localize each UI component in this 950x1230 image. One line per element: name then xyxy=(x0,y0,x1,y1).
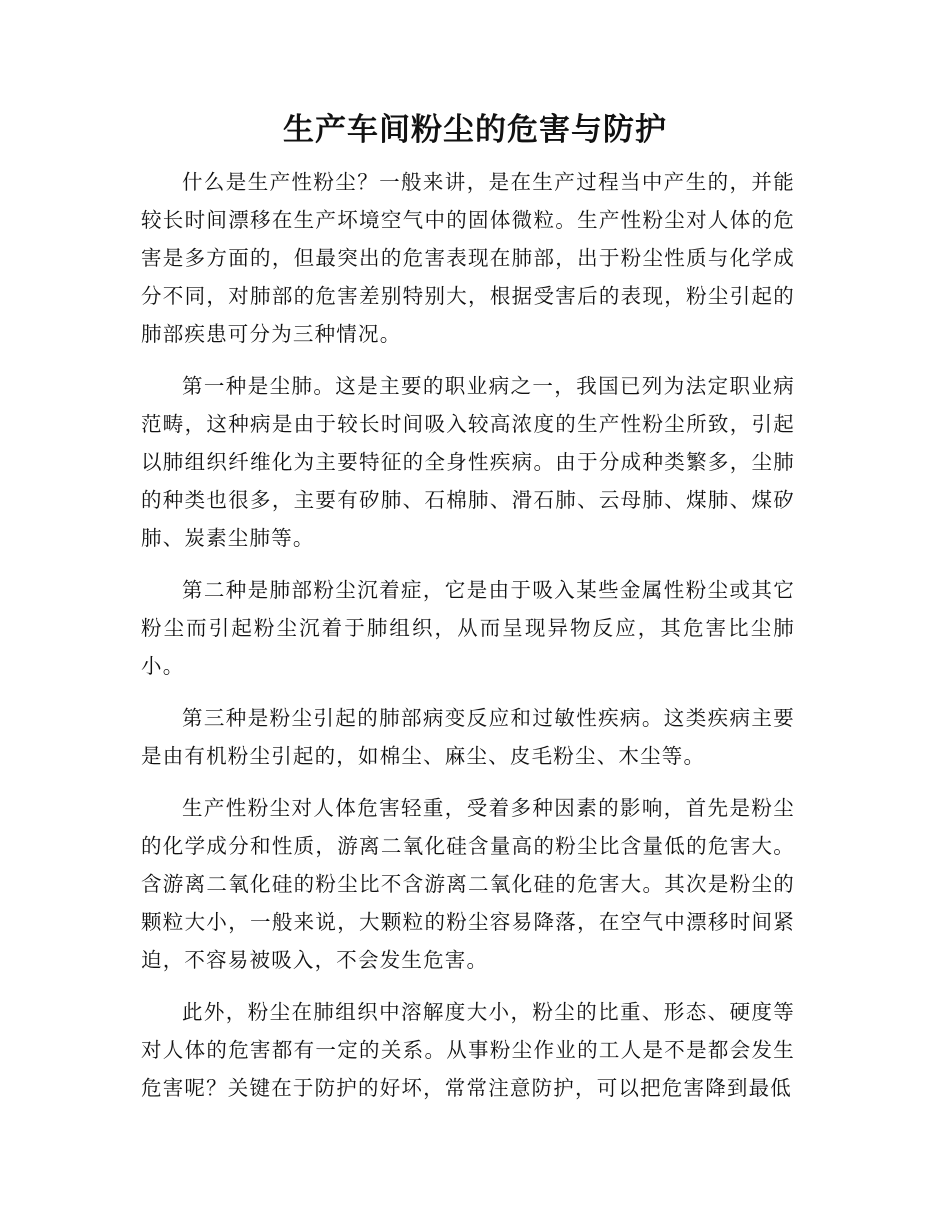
document-title: 生产车间粉尘的危害与防护 xyxy=(283,112,667,148)
paragraph-pneumoconiosis: 第一种是尘肺。这是主要的职业病之一，我国已列为法定职业病范畴，这种病是由于较长时间吸入较高浓度的生产性粉尘所致，引起以肺组织纤维化为主要特征的全身性疾病。由于分成种类繁多，尘肺的种类也很多，主要有矽肺、石棉肺、滑石肺、云母肺、煤肺、煤矽肺、炭素尘肺等。 xyxy=(141,374,795,550)
paragraph-dust-deposition: 第二种是肺部粉尘沉着症，它是由于吸入某些金属性粉尘或其它粉尘而引起粉尘沉着于肺组织，从而呈现异物反应，其危害比尘肺小。 xyxy=(141,578,795,678)
document-body xyxy=(141,163,795,1121)
paragraph-allergic-disease: 第三种是粉尘引起的肺部病变反应和过敏性疾病。这类疾病主要是由有机粉尘引起的，如棉尘、麻尘、皮毛粉尘、木尘等。 xyxy=(141,706,795,768)
paragraph-protection: 此外，粉尘在肺组织中溶解度大小，粉尘的比重、形态、硬度等对人体的危害都有一定的关系。从事粉尘作业的工人是不是都会发生危害呢？关键在于防护的好坏，常常注意防护，可以把危害降到最低 xyxy=(141,1000,795,1100)
paragraph-what-is-dust: 什么是生产性粉尘？一般来讲，是在生产过程当中产生的，并能较长时间漂移在生产坏境空气中的固体微粒。生产性粉尘对人体的危害是多方面的，但最突出的危害表现在肺部，出于粉尘性质与化学成分不同，对肺部的危害差别特别大，根据受害后的表现，粉尘引起的肺部疾患可分为三种情况。 xyxy=(141,170,795,346)
paragraph-harm-factors: 生产性粉尘对人体危害轻重，受着多种因素的影响，首先是粉尘的化学成分和性质，游离二氧化硅含量高的粉尘比含量低的危害大。含游离二氧化硅的粉尘比不含游离二氧化硅的危害大。其次是粉尘的颗粒大小，一般来说，大颗粒的粉尘容易降落，在空气中漂移时间紧迫，不容易被吸入，不会发生危害。 xyxy=(141,796,795,972)
